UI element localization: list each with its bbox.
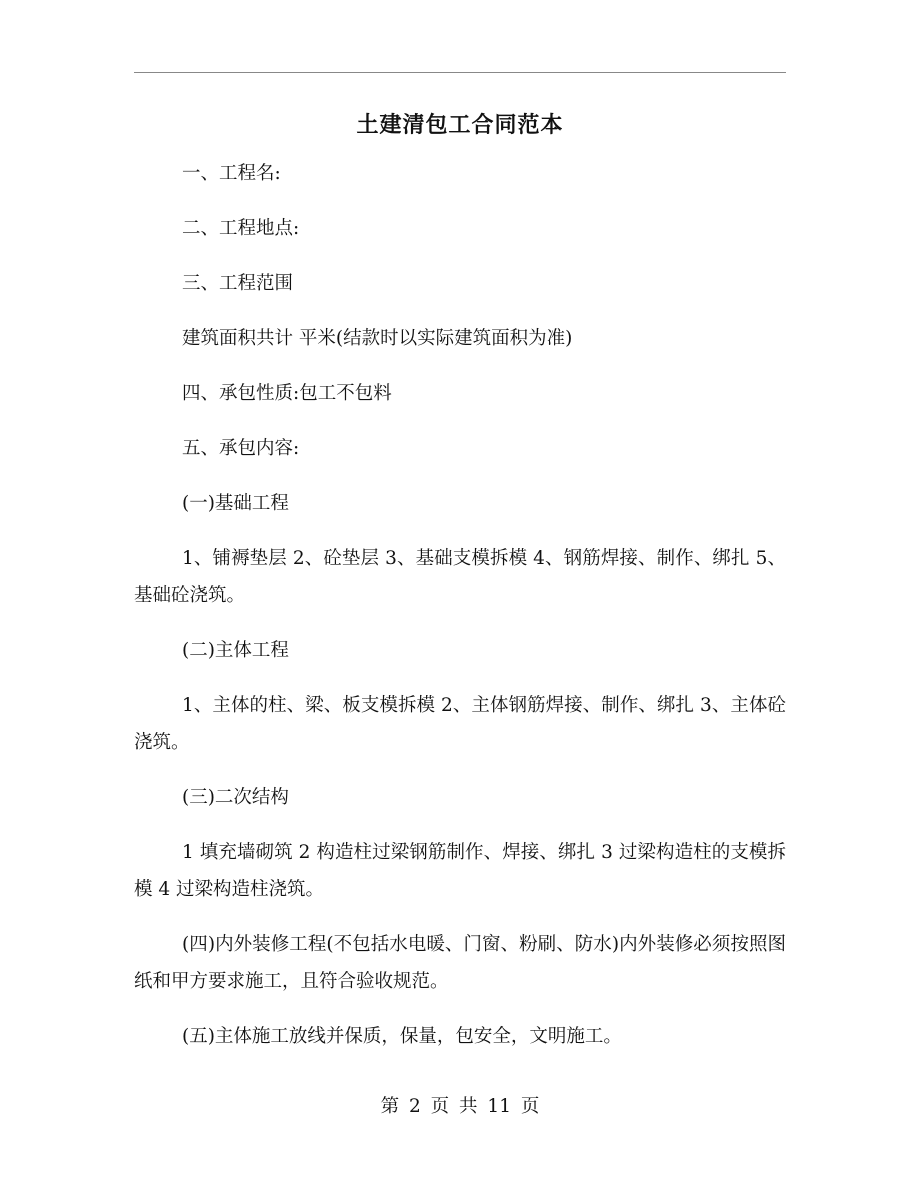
document-body: [134, 155, 786, 1073]
paragraph-contract-content: 五、承包内容:: [182, 438, 300, 459]
page-number-footer: 第 2 页 共 11 页: [380, 1096, 540, 1117]
header-rule: [134, 72, 786, 73]
paragraph-foundation-items: 1、铺褥垫层 2、砼垫层 3、基础支模拆模 4、钢筋焊接、制作、绑扎 5、基础砼浇筑。: [134, 548, 786, 606]
paragraph-building-area: 建筑面积共计 平米(结款时以实际建筑面积为准): [182, 328, 573, 349]
paragraph-project-location: 二、工程地点:: [182, 218, 300, 239]
paragraph-foundation-heading: (一)基础工程: [182, 493, 289, 514]
paragraph-decoration-works: (四)内外装修工程(不包括水电暖、门窗、粉刷、防水)内外装修必须按照图纸和甲方要求施工，且符合验收规范。: [134, 934, 786, 992]
paragraph-project-scope: 三、工程范围: [182, 273, 294, 294]
paragraph-project-name: 一、工程名:: [182, 163, 281, 184]
paragraph-main-structure-items: 1、主体的柱、梁、板支模拆模 2、主体钢筋焊接、制作、绑扎 3、主体砼浇筑。: [134, 695, 786, 753]
paragraph-secondary-structure-items: 1 填充墙砌筑 2 构造柱过梁钢筋制作、焊接、绑扎 3 过梁构造柱的支模拆模 4 过梁构造柱浇筑。: [134, 842, 786, 900]
paragraph-construction-layout: (五)主体施工放线并保质，保量，包安全，文明施工。: [182, 1026, 622, 1047]
document-title: 土建清包工合同范本: [356, 112, 564, 138]
paragraph-main-structure-heading: (二)主体工程: [182, 640, 289, 661]
paragraph-contract-nature: 四、承包性质:包工不包料: [182, 383, 392, 404]
paragraph-secondary-structure-heading: (三)二次结构: [182, 787, 289, 808]
